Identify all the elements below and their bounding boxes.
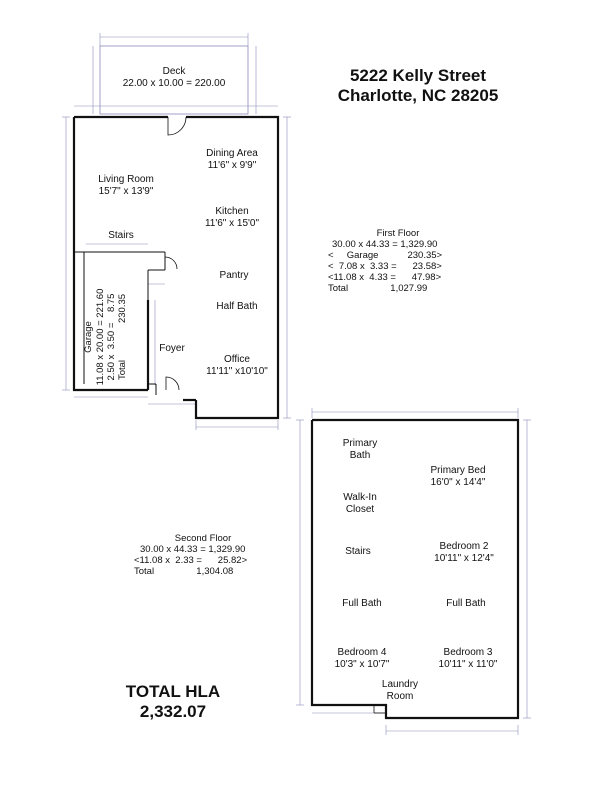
room-stairs-second bbox=[320, 546, 396, 558]
room-walk-in-closet: Walk-In Closet bbox=[343, 492, 377, 515]
second-floor-calc-line-3: Total 1,304.08 bbox=[134, 566, 234, 577]
room-full-bath-left bbox=[322, 598, 402, 610]
room-office bbox=[196, 354, 278, 378]
room-name: Half Bath bbox=[216, 301, 258, 312]
room-size: 10'11" x 12'4" bbox=[434, 553, 494, 564]
room-bedroom-2 bbox=[414, 541, 514, 565]
total-hla-label: TOTAL HLA bbox=[125, 682, 221, 701]
room-size: 15'7" x 13'9" bbox=[98, 186, 154, 197]
room-name: Foyer bbox=[159, 343, 185, 354]
deck-label bbox=[100, 66, 248, 90]
deck-calc: 22.00 x 10.00 = 220.00 bbox=[122, 78, 226, 89]
first-floor-title: First Floor bbox=[376, 228, 420, 239]
second-floor-notch bbox=[374, 705, 386, 713]
room-size: 11'6" x 15'0" bbox=[204, 218, 260, 229]
room-name: Living Room bbox=[98, 174, 154, 185]
room-name: Pantry bbox=[219, 270, 249, 281]
room-bedroom-3 bbox=[418, 647, 518, 671]
room-primary-bed bbox=[410, 465, 506, 489]
room-laundry-room: Laundry Room bbox=[381, 679, 419, 702]
total-hla-value: 2,332.07 bbox=[139, 702, 207, 721]
room-dining-area bbox=[186, 148, 278, 172]
room-kitchen bbox=[186, 206, 278, 230]
first-floor-calc-line-4: <11.08 x 4.33 = 47.98> bbox=[328, 272, 442, 283]
room-living-room bbox=[76, 174, 176, 198]
room-name: Stairs bbox=[345, 546, 371, 557]
room-foyer bbox=[152, 343, 192, 355]
first-floor-calc-line-5: Total 1,027.99 bbox=[328, 283, 428, 294]
room-name: Bedroom 2 bbox=[439, 541, 489, 552]
garage-calc-line-1: 11.08 x 20.00 = 221.60 bbox=[94, 288, 106, 386]
room-stairs-first bbox=[96, 230, 146, 242]
garage-label bbox=[84, 282, 134, 392]
room-bedroom-4 bbox=[316, 647, 408, 671]
garage-name: Garage bbox=[83, 321, 94, 353]
first-floor-calc-line-1: 30.00 x 44.33 = 1,329.90 bbox=[332, 239, 438, 250]
room-size: 11'11" x10'10" bbox=[206, 366, 268, 377]
first-floor-calculation bbox=[318, 228, 478, 294]
second-floor-title: Second Floor bbox=[174, 533, 232, 544]
total-hla-block bbox=[108, 682, 238, 722]
room-name: Office bbox=[224, 354, 250, 365]
first-floor-calc-line-3: < 7.08 x 3.33 = 23.58> bbox=[328, 261, 442, 272]
room-size: 11'6" x 9'9" bbox=[207, 160, 257, 171]
room-name: Full Bath bbox=[446, 598, 486, 609]
room-size: 10'3" x 10'7" bbox=[334, 659, 390, 670]
garage-calc-line-3: Total 230.35 bbox=[116, 293, 128, 381]
room-name: Dining Area bbox=[206, 148, 258, 159]
room-full-bath-right bbox=[428, 598, 504, 610]
garage-calc-line-2: 2.50 x 3.50 = 8.75 bbox=[105, 293, 117, 381]
address-city: Charlotte, NC 28205 bbox=[337, 86, 499, 105]
second-floor-calc-line-1: 30.00 x 44.33 = 1,329.90 bbox=[140, 544, 246, 555]
room-name: Stairs bbox=[108, 230, 134, 241]
deck-name: Deck bbox=[162, 66, 186, 77]
room-name: Full Bath bbox=[342, 598, 382, 609]
second-floor-calc-line-2: <11.08 x 2.33 = 25.82> bbox=[134, 555, 248, 566]
address-street: 5222 Kelly Street bbox=[349, 66, 487, 85]
room-name: Bedroom 4 bbox=[337, 647, 387, 658]
room-name: Kitchen bbox=[215, 206, 249, 217]
room-size: 10'11" x 11'0" bbox=[438, 659, 498, 670]
first-floor-calc-line-2: < Garage 230.35> bbox=[328, 250, 443, 261]
room-name: Bedroom 3 bbox=[443, 647, 493, 658]
room-primary-bath: Primary Bath bbox=[342, 438, 378, 461]
room-half-bath bbox=[200, 301, 274, 313]
room-pantry bbox=[200, 270, 268, 282]
room-size: 16'0" x 14'4" bbox=[430, 477, 486, 488]
second-floor-calculation bbox=[128, 533, 278, 577]
room-name: Primary Bed bbox=[430, 465, 486, 476]
